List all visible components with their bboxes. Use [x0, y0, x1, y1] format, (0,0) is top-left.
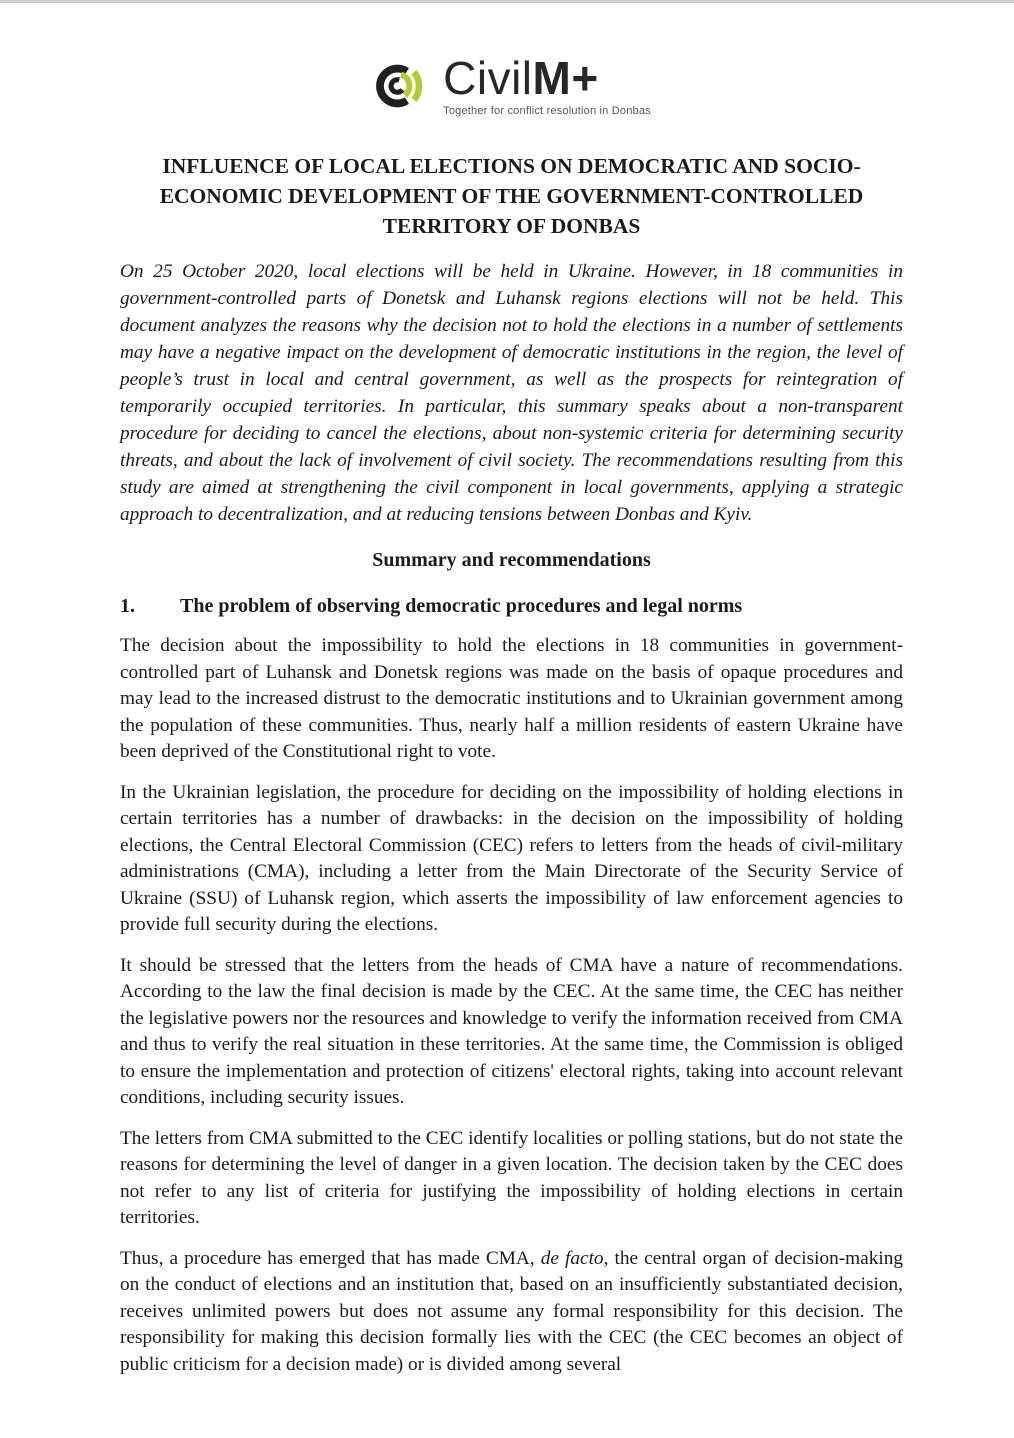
section-heading: Summary and recommendations — [372, 549, 651, 571]
document-title-line: INFLUENCE OF LOCAL ELECTIONS ON DEMOCRATIC AND SOCIO- — [162, 154, 861, 178]
logo-text-block — [443, 52, 651, 117]
document-title — [120, 151, 903, 241]
paragraph — [120, 1126, 903, 1232]
paragraph-text: , the central organ of decision-making on the conduct of elections and an institution that, based on an insufficiently substantiated decision, receives unlimited powers but does not assume any formal responsibility for this decision. The responsibility for making this decision formally lies with the CEC (the CEC becomes an object of public criticism for a decision made) or is divided among several — [120, 1247, 903, 1375]
document-title-line: TERRITORY OF DONBAS — [382, 214, 641, 238]
paragraph — [120, 1246, 903, 1379]
paragraph — [120, 953, 903, 1112]
subsection-title: The problem of observing democratic procedures and legal norms — [180, 595, 743, 617]
paragraph-text: The decision about the impossibility to hold the elections in 18 communities in government-controlled part of Luhansk and Donetsk regions was made on the basis of opaque procedures and may lead to the increased distrust to the democratic institutions and to Ukrainian government among the population of these communities. Thus, nearly half a million residents of eastern Ukraine have been deprived of the Constitutional right to vote. — [120, 635, 903, 762]
logo-tagline: Together for conflict resolution in Donbas — [443, 105, 651, 117]
civilm-logo-icon — [372, 56, 430, 116]
paragraph-text-italic: de facto — [540, 1247, 604, 1269]
document-title-line: ECONOMIC DEVELOPMENT OF THE GOVERNMENT-CONTROLLED — [159, 184, 864, 208]
intro-paragraph: On 25 October 2020, local elections will be held in Ukraine. However, in 18 communities in government-controlled parts of Donetsk and Luhansk regions elections will not be held. This document analyzes the reasons why the decision not to hold the elections in a number of settlements may have a negative impact on the development of democratic institutions in the region, the level of people’s trust in local and central government, as well as the prospects for reintegration of temporarily occupied territories. In particular, this summary speaks about a non-transparent procedure for deciding to cancel the elections, about non-systemic criteria for determining security threats, and about the lack of involvement of civil society. The recommendations resulting from this study are aimed at strengthening the civil component in local governments, applying a strategic approach to decentralization, and at reducing tensions between Donbas and Kyiv. — [120, 261, 903, 525]
paragraph — [120, 633, 903, 766]
logo-brand-regular: Civil — [443, 52, 533, 104]
page-content — [0, 52, 1014, 1378]
paragraph-text: The letters from CMA submitted to the CEC identify localities or polling stations, but do not state the reasons for determining the level of danger in a given location. The decision taken by the CEC does not refer to any list of criteria for justifying the impossibility of holding elections in certain territories. — [120, 1127, 903, 1228]
subsection-number: 1. — [120, 595, 135, 617]
logo-brand-name — [443, 52, 599, 104]
paragraph-text: In the Ukrainian legislation, the procedure for deciding on the impossibility of holding elections in certain territories has a number of drawbacks: in the decision on the impossibility of holding elections, the Central Electoral Commission (CEC) refers to letters from the heads of civil-military administrations (CMA), including a letter from the Main Directorate of the Security Service of Ukraine (SSU) of Luhansk region, which asserts the impossibility of law enforcement agencies to provide full security during the elections. — [120, 781, 903, 935]
paragraph — [120, 780, 903, 939]
subsection-heading — [120, 593, 903, 619]
paragraph-text: Thus, a procedure has emerged that has made CMA, — [120, 1247, 541, 1269]
logo — [120, 52, 903, 117]
logo-brand-bold: M+ — [532, 52, 599, 104]
paragraph-text: It should be stressed that the letters from the heads of CMA have a nature of recommendations. According to the law the final decision is made by the CEC. At the same time, the CEC has neither the legislative powers nor the resources and knowledge to verify the information received from CMA and thus to verify the real situation in these territories. At the same time, the Commission is obliged to ensure the implementation and protection of citizens' electoral rights, taking into account relevant conditions, including security issues. — [120, 954, 903, 1108]
